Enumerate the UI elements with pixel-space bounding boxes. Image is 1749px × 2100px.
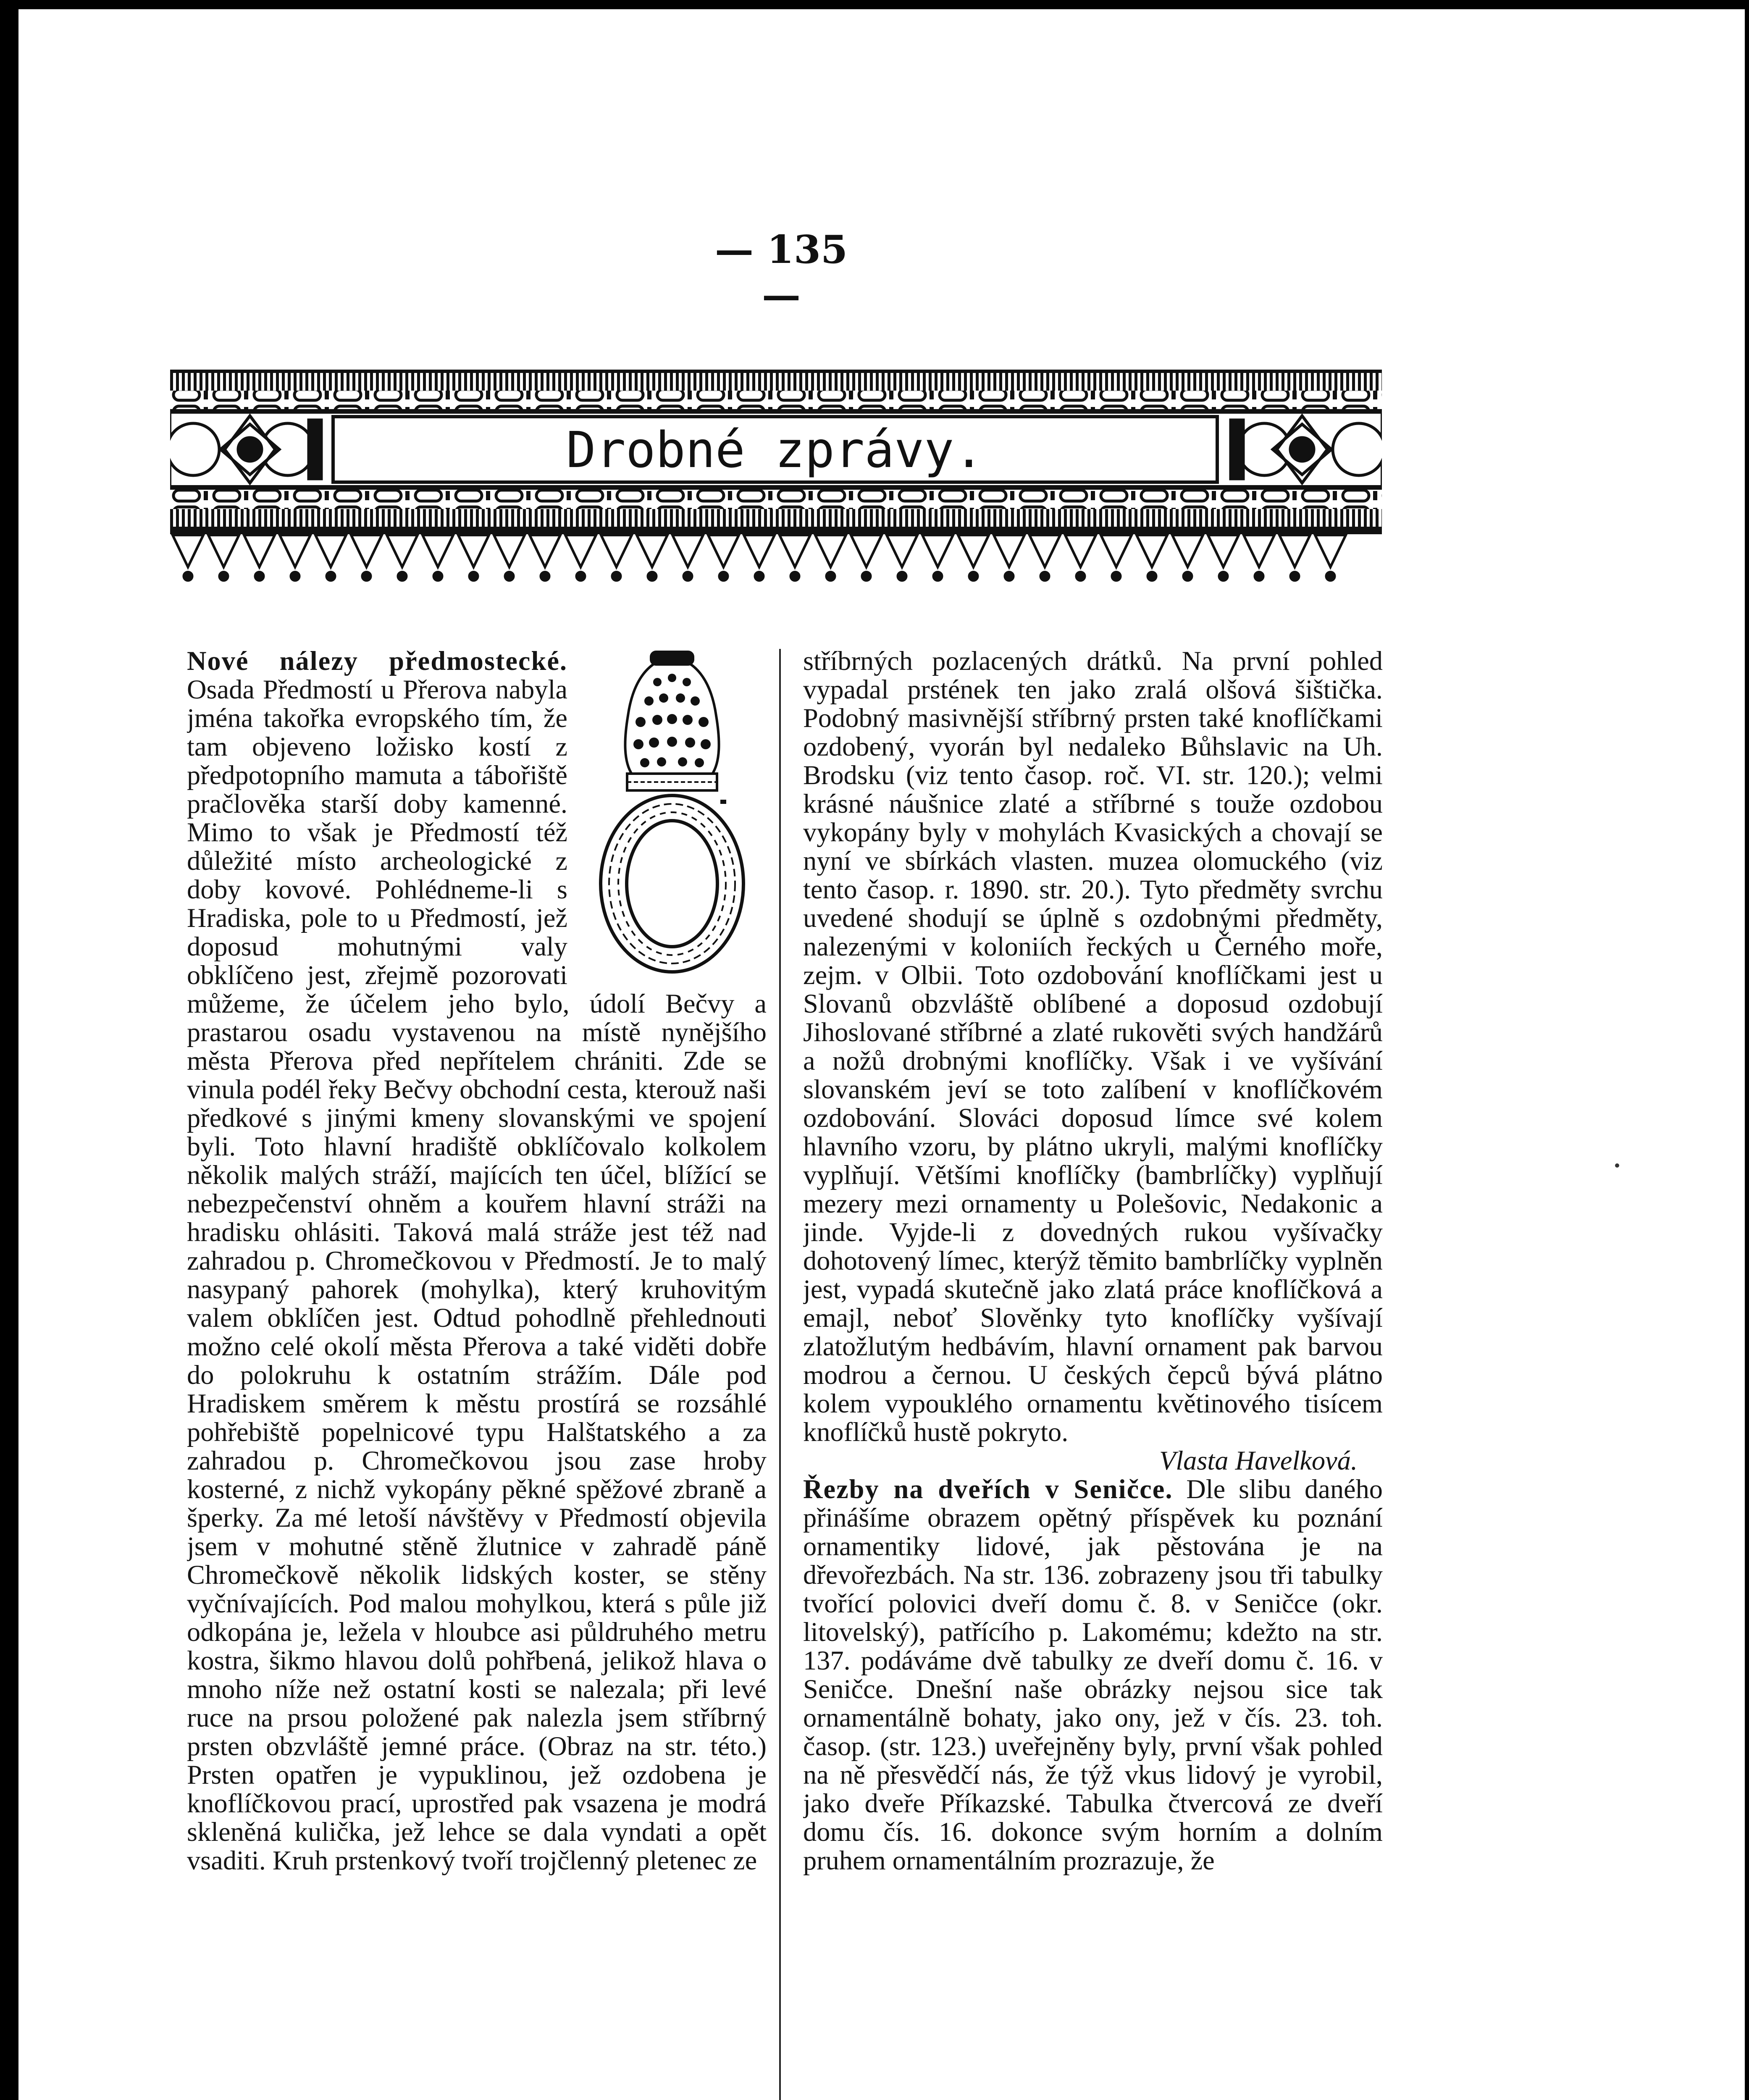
fringe-drop (898, 572, 906, 580)
fringe-triangle (494, 535, 525, 567)
fringe-triangle (280, 535, 310, 567)
fringe-drop (1077, 572, 1085, 580)
author-signature: Vlasta Havelková. (1159, 1446, 1358, 1475)
fringe-drop (1005, 572, 1014, 580)
fringe-drop (291, 572, 299, 580)
fringe-drop (1184, 572, 1192, 580)
fringe-drop (255, 572, 264, 580)
fringe-triangle (922, 535, 953, 567)
section-title: Drobné zprávy. (566, 421, 984, 479)
fringe-triangle (387, 535, 418, 567)
fringe-triangle (815, 535, 846, 567)
fringe-drop (1148, 572, 1156, 580)
fringe-drop (541, 572, 549, 580)
article-text-new-finds: Osada Předmostí u Přerova nabyla jména takořka evropského tím, že tam objeveno ložisko kostí z předpotopního mamuta a tábořiště pračlověka starší doby kamenné. Mimo to však je Předmostí též důležité místo archeologické z doby kovové. Pohlédneme-li s Hradiska, pole to u Předmostí, jež doposud mohutnými valy obklíčeno jest, zřejmě pozorovati můžeme, že účelem jeho bylo, údolí Bečvy a prastarou osadu vystavenou na místě nynějšího města Přerova před nepřítelem chrániti. Zde se vinula podél řeky Bečvy obchodní cesta, kterouž naši předkové s jinými kmeny slovanskými ve spojení byli. Toto hlavní hradiště obklíčovalo kolkolem několik malých stráží, majících ten účel, blížící se nebezpečenství ohněm a kouřem hlavní stráži na hradisku ohlásiti. Taková malá stráže jest též nad zahradou p. Chromečkovou v Předmostí. Je to malý nasypaný pahorek (mohylka), který kruhovitým valem obklíčen jest. Odtud pohodlně přehlednouti možno celé okolí města Přerova a také viděti dobře do polokruhu k ostatním strážím. Dále pod Hradiskem směrem k městu prostírá se rozsáhlé pohřebiště popelnicové typu Halštatského a za zahradou p. Chromečkovou jsou zase hroby kosterné, z nichž vykopány pěkné spěžové zbraně a šperky. Za mé letoší návštěvy v Předmostí objevila jsem v mohutné stěně žlutnice v zahradě páně Chromečkově několik lidských koster, se stěny vyčnívajících. Pod malou mohylkou, která s půle již odkopána je, ležela v hloubce asi půldruhého metru kostra, šikmo hlavou dolů pohřbená, jelikož hlava o mnoho níže než ostatní kosti se nalezala; při levé ruce na prsou položené pak nalezla jsem stříbrný prsten obzvláště jemné práce. (Obraz na str. této.) Prsten opatřen je vypuklinou, jež ozdobena je knoflíčkovou prací, uprostřed pak vsazena je modrá skleněná kulička, jež lehce se dala vyndati a opět vsaditi. Kruh prstenkový tvoří trojčlenný pletenec ze (187, 675, 767, 1875)
article-heading-new-finds: Nové nálezy předmostecké. (187, 647, 567, 676)
fringe-drop (362, 572, 371, 580)
right-column (803, 647, 1383, 2100)
fringe-drop (434, 572, 442, 580)
fringe-triangle (244, 535, 275, 567)
fringe-triangle (1065, 535, 1096, 567)
fringe-drop (612, 572, 621, 580)
fringe-triangle (315, 535, 346, 567)
column-divider (779, 649, 781, 2100)
fringe-triangle (1029, 535, 1060, 567)
fringe-triangle (637, 535, 667, 567)
fringe-drop (755, 572, 764, 580)
fringe-drop (684, 572, 692, 580)
fringe-triangle (173, 535, 203, 567)
fringe-drop (1112, 572, 1121, 580)
fringe-triangle (780, 535, 810, 567)
fringe-triangle (565, 535, 596, 567)
fringe-drop (398, 572, 407, 580)
fringe-triangle (994, 535, 1024, 567)
fringe-triangle (672, 535, 703, 567)
fringe-triangle (1279, 535, 1310, 567)
fringe-triangle (744, 535, 775, 567)
fringe-drop (969, 572, 978, 580)
fringe-triangle (208, 535, 239, 567)
fringe-drop (577, 572, 585, 580)
fringe-drop (1255, 572, 1263, 580)
fringe-triangle (1208, 535, 1239, 567)
fringe-triangle (851, 535, 882, 567)
fringe-drop (648, 572, 657, 580)
fringe-triangle (601, 535, 632, 567)
fringe-drop (934, 572, 942, 580)
fringe-drop (827, 572, 835, 580)
scan-border-left (0, 0, 18, 2100)
silver-ring-illustration (578, 648, 767, 980)
scan-border-right (1745, 0, 1749, 2100)
fringe-drop (470, 572, 478, 580)
fringe-drop (184, 572, 192, 580)
fringe-triangle (887, 535, 917, 567)
fringe-triangle (1101, 535, 1132, 567)
page-number: — 135 — (714, 227, 848, 318)
fringe-triangle (351, 535, 382, 567)
fringe-triangle (458, 535, 489, 567)
scan-speck (1615, 1163, 1619, 1168)
fringe-drop (327, 572, 335, 580)
fringe-drop (1291, 572, 1299, 580)
article-heading-door-carvings: Řezby na dveřích v Seničce. (803, 1474, 1173, 1504)
fringe-drop (1219, 572, 1228, 580)
left-column (187, 647, 767, 2100)
article-text-door-carvings: Dle slibu daného přinášíme obrazem opětný příspěvek ku poznání ornamentiky lidové, jak pěstována je na dřevořezbách. Na str. 136. zobrazeny jsou tři tabulky tvořící polovici dveří domu č. 8. v Seničce (okr. litovelský), patřícího p. Lakomému; kdežto na str. 137. podáváme dvě tabulky ze dveří domu č. 16. v Seničce. Dnešní naše obrázky nejsou sice tak ornamentálně bohaty, jako ony, jež v čís. 23. toh. časop. (str. 123.) uveřejněny byly, první však pohled na ně přesvědčí nás, že týž vkus lidový je vyrobil, jako dveře Příkazské. Tabulka čtvercová ze dveří domu čís. 16. dokonce svým horním a dolním pruhem ornamentálním prozrazuje, že (803, 1474, 1383, 1875)
fringe-drop (862, 572, 871, 580)
article-text-continued: stříbrných pozlacených drátků. Na první pohled vypadal prstének ten jako zralá olšová šištička. Podobný masivnější stříbrný prsten také knoflíčkami ozdobený, vyorán byl nedaleko Bůhslavic na Uh. Brodsku (viz tento časop. roč. VI. str. 120.); velmi krásné náušnice zlaté a stříbrné s touže ozdobou vykopány byly v mohylách Kvasických a chovají se nyní ve sbírkách vlasten. muzea olomuckého (viz tento časop. r. 1890. str. 20.). Tyto předměty svrchu uvedené shodují se úplně s ozdobnými předměty, nalezenými v koloniích řeckých u Černého moře, zejm. v Olbii. Toto ozdobování knoflíčkami jest u Slovanů obzvláště oblíbené a doposud ozdobují Jihoslované stříbrné a zlaté rukověti svých handžárů a nožů drobnými knoflíčky. Však i ve vyšívání slovanském jeví se toto zalíbení v knoflíčkovém ozdobování. Slováci doposud límce své kolem hlavního vzoru, by plátno ukryli, malými knoflíčky vyplňují. Většími knoflíčky (bambrlíčky) vyplňují mezery mezi ornamenty u Polešovic, Nedakonic a jinde. Vyjde-li z dovedných rukou vyšívačky dohotovený límec, kterýž těmito bambrlíčky vyplněn jest, vypadá skutečně jako zlatá práce knoflíčková a emajl, neboť Slověnky tyto knoflíčky vyšívají zlatožlutým hedbávím, hlavní ornament pak barvou modrou a černou. U českých čepců bývá plátno kolem vypouklého ornamentu květinového tisícem knoflíčků hustě pokryto. (803, 647, 1383, 1447)
fringe-triangle (1244, 535, 1274, 567)
fringe-triangle (530, 535, 560, 567)
fringe-triangle (958, 535, 989, 567)
fringe-triangle (423, 535, 453, 567)
fringe-drop (1326, 572, 1335, 580)
fringe-drop (720, 572, 728, 580)
fringe-drop (505, 572, 514, 580)
fringe-drop (220, 572, 228, 580)
fringe-drop (1041, 572, 1049, 580)
fringe-drop (791, 572, 799, 580)
fringe-triangle (1137, 535, 1167, 567)
fringe-triangle (708, 535, 739, 567)
fringe-triangle (1315, 535, 1346, 567)
scan-border-top (0, 0, 1749, 9)
fringe-triangle (1172, 535, 1203, 567)
header-ornament-banner (170, 370, 1382, 613)
